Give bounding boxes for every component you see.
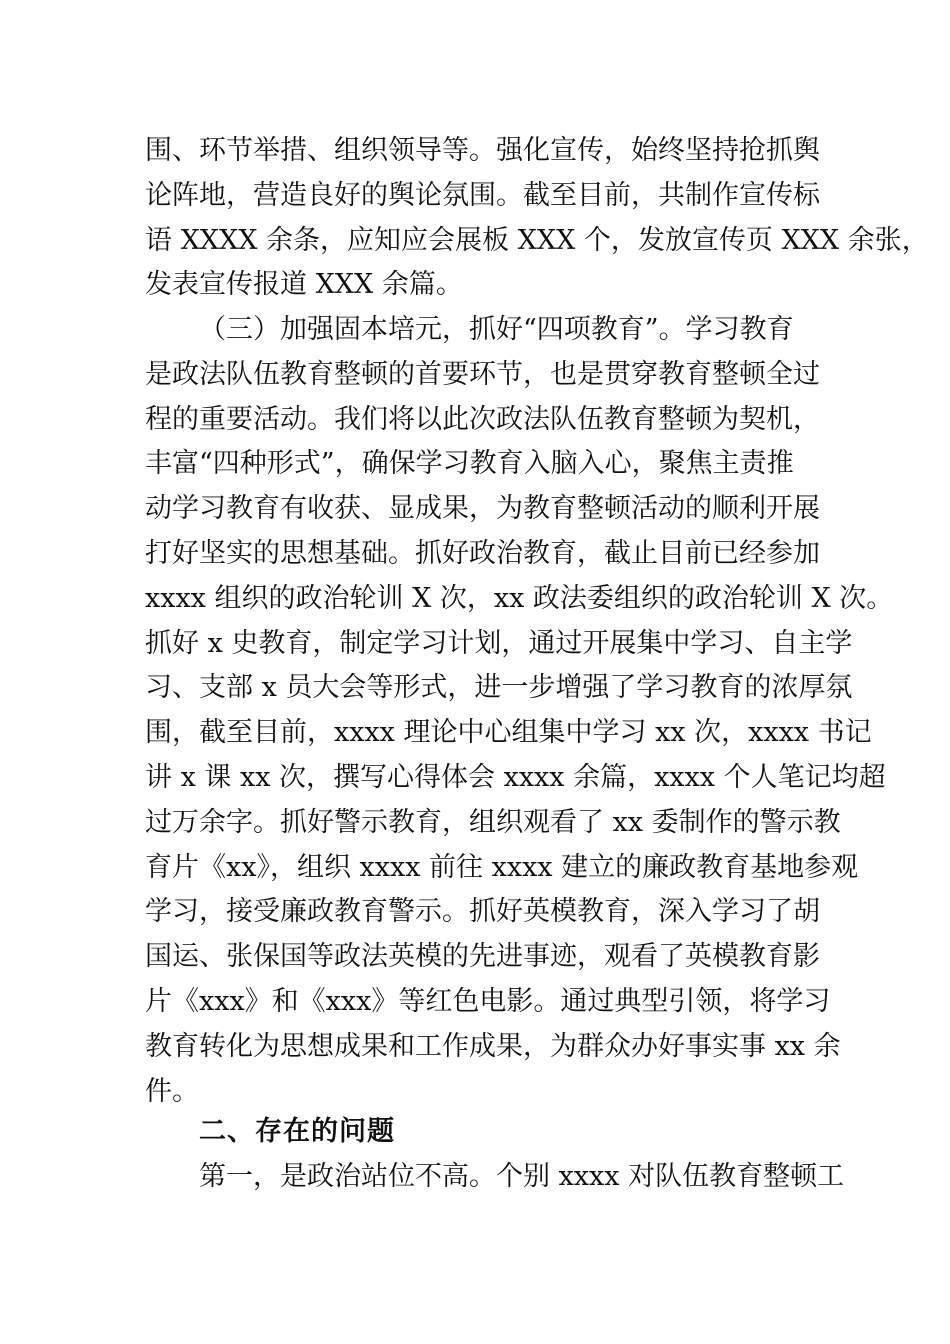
text-line: 第一，是政治站位不高。个别 xxxx 对队伍教育整顿工 <box>199 1160 845 1192</box>
text-line: 发表宣传报道 XXX 余篇。 <box>145 269 463 301</box>
text-line: 件。 <box>145 1075 199 1107</box>
text-line: 论阵地，营造良好的舆论氛围。截至目前，共制作宣传标 <box>145 179 820 211</box>
text-line: 习、支部 x 员大会等形式，进一步增强了学习教育的浓厚氛 <box>145 672 853 704</box>
text-line: 围，截至目前，xxxx 理论中心组集中学习 xx 次，xxxx 书记 <box>145 717 872 749</box>
text-line: 是政法队伍教育整顿的首要环节，也是贯穿教育整顿全过 <box>145 358 820 390</box>
text-line: 片《xxx》和《xxx》等红色电影。通过典型引领，将学习 <box>145 985 831 1017</box>
section-two <box>145 1110 845 1200</box>
text-line: 程的重要活动。我们将以此次政法队伍教育整顿为契机， <box>145 403 820 435</box>
text-line: 教育转化为思想成果和工作成果，为群众办好事实事 xx 余 <box>145 1030 841 1062</box>
text-line: 打好坚实的思想基础。抓好政治教育，截止目前已经参加 <box>145 537 820 569</box>
section-heading: 二、存在的问题 <box>199 1116 395 1147</box>
text-line: 语 XXXX 余条，应知应会展板 XXX 个，发放宣传页 XXX 余张， <box>145 224 929 256</box>
text-line: 丰富“四种形式”，确保学习教育入脑入心，聚焦主责推 <box>145 448 794 480</box>
paragraph-education <box>145 308 894 1114</box>
text-line: 动学习教育有收获、显成果，为教育整顿活动的顺利开展 <box>145 493 820 525</box>
text-line: 学习，接受廉政教育警示。抓好英模教育，深入学习了胡 <box>145 896 820 928</box>
paragraph-propaganda <box>145 129 929 308</box>
subsection-heading-line: （三）加强固本培元，抓好“四项教育”。学习教育 <box>199 314 794 345</box>
text-line: 围、环节举措、组织领导等。强化宣传，始终坚持抢抓舆 <box>145 135 820 166</box>
text-line: 讲 x 课 xx 次，撰写心得体会 xxxx 余篇，xxxx 个人笔记均超 <box>145 761 886 793</box>
text-line: xxxx 组织的政治轮训 X 次，xx 政法委组织的政治轮训 X 次。 <box>145 582 894 614</box>
text-line: 国运、张保国等政法英模的先进事迹，观看了英模教育影 <box>145 941 820 973</box>
text-line: 过万余字。抓好警示教育，组织观看了 xx 委制作的警示教 <box>145 806 841 838</box>
text-line: 抓好 x 史教育，制定学习计划，通过开展集中学习、自主学 <box>145 627 853 659</box>
text-line: 育片《xx》，组织 xxxx 前往 xxxx 建立的廉政教育基地参观 <box>145 851 859 883</box>
